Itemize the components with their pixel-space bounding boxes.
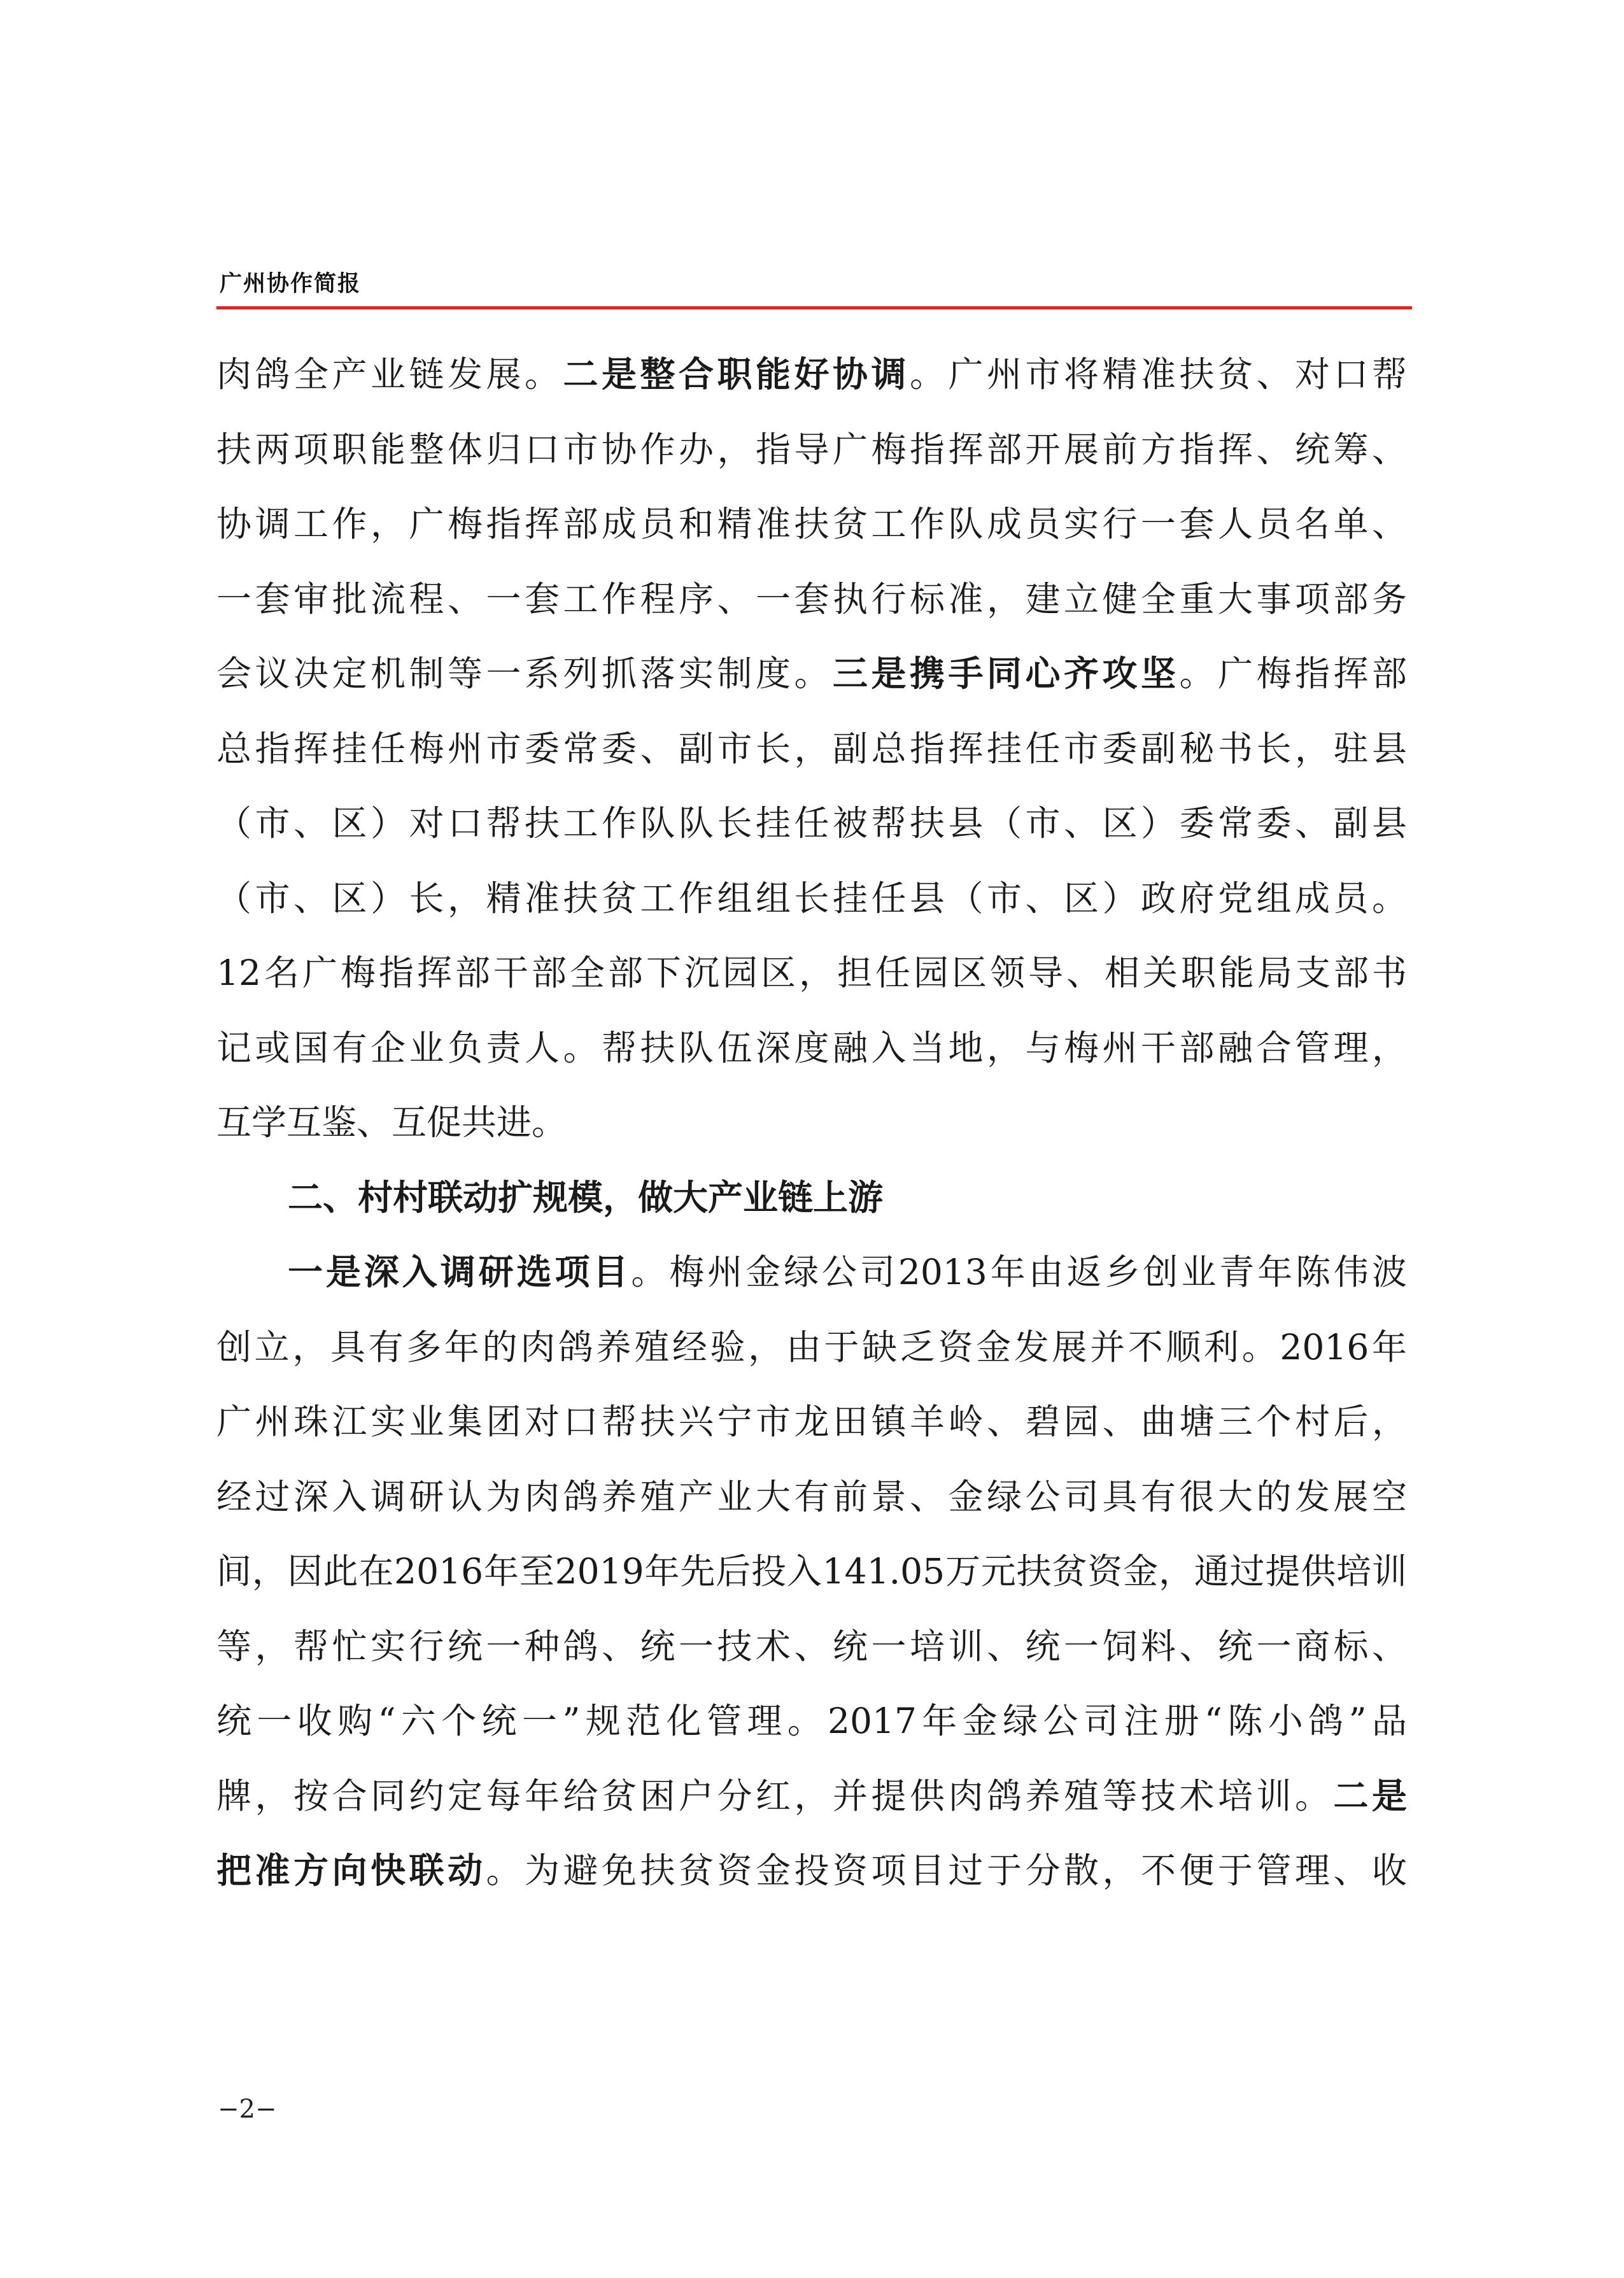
paragraph (216, 1235, 1407, 1909)
emphasis-phrase: 一是深入调研选项目 (288, 1252, 632, 1292)
paragraph (216, 337, 1407, 1161)
text-line: 一是深入调研选项目。梅州金绿公司2013年由返乡创业青年陈伟波 (288, 1252, 1407, 1292)
text-line: 经过深入调研认为肉鸽养殖产业大有前景、金绿公司具有很大的发展空 (216, 1476, 1407, 1517)
text-line: 牌，按合同约定每年给贫困户分红，并提供肉鸽养殖等技术培训。二是 (216, 1775, 1407, 1816)
text-line: 总指挥挂任梅州市委常委、副市长，副总指挥挂任市委副秘书长，驻县 (216, 728, 1407, 769)
header-divider (216, 306, 1412, 309)
text-line: 12名广梅指挥部干部全部下沉园区，担任园区领导、相关职能局支部书 (216, 952, 1407, 993)
emphasis-phrase: 二是 (1333, 1775, 1407, 1816)
text-line: 等，帮忙实行统一种鸽、统一技术、统一培训、统一饲料、统一商标、 (216, 1625, 1407, 1667)
text-line: （市、区）长，精准扶贫工作组组长挂任县（市、区）政府党组成员。 (216, 877, 1407, 919)
text-line: 协调工作，广梅指挥部成员和精准扶贫工作队成员实行一套人员名单、 (216, 504, 1407, 544)
text-line: 扶两项职能整体归口市协作办，指导广梅指挥部开展前方指挥、统筹、 (216, 428, 1407, 470)
text-line: 把准方向快联动。为避免扶贫资金投资项目过于分散，不便于管理、收 (216, 1850, 1407, 1891)
emphasis-phrase: 把准方向快联动 (216, 1850, 486, 1891)
emphasis-phrase: 三是携手同心齐攻坚 (832, 653, 1180, 694)
text-line: 间，因此在2016年至2019年先后投入141.05万元扶贫资金，通过提供培训 (216, 1551, 1407, 1592)
text-line: 创立，具有多年的肉鸽养殖经验，由于缺乏资金发展并不顺利。2016年 (216, 1326, 1407, 1368)
text-line: 统一收购“六个统一”规范化管理。2017年金绿公司注册“陈小鸽”品 (216, 1701, 1407, 1741)
text-line: 会议决定机制等一系列抓落实制度。三是携手同心齐攻坚。广梅指挥部 (216, 653, 1407, 694)
text-line: 互学互鉴、互促共进。 (216, 1102, 567, 1143)
newsletter-title: 广州协作简报 (220, 271, 362, 297)
emphasis-phrase: 二是整合职能好协调 (563, 354, 910, 395)
text-line: 广州珠江实业集团对口帮扶兴宁市龙田镇羊岭、碧园、曲塘三个村后， (216, 1401, 1407, 1442)
text-line: 肉鸽全产业链发展。二是整合职能好协调。广州市将精准扶贫、对口帮 (216, 354, 1407, 395)
text-line: 一套审批流程、一套工作程序、一套执行标准，建立健全重大事项部务 (216, 578, 1407, 619)
text-line: （市、区）对口帮扶工作队队长挂任被帮扶县（市、区）委常委、副县 (216, 803, 1407, 844)
article-body (216, 337, 1407, 1909)
page-number: −2− (218, 2095, 277, 2124)
text-line: 记或国有企业负责人。帮扶队伍深度融入当地，与梅州干部融合管理， (216, 1027, 1407, 1068)
section-heading: 二、村村联动扩规模，做大产业链上游 (288, 1177, 884, 1218)
